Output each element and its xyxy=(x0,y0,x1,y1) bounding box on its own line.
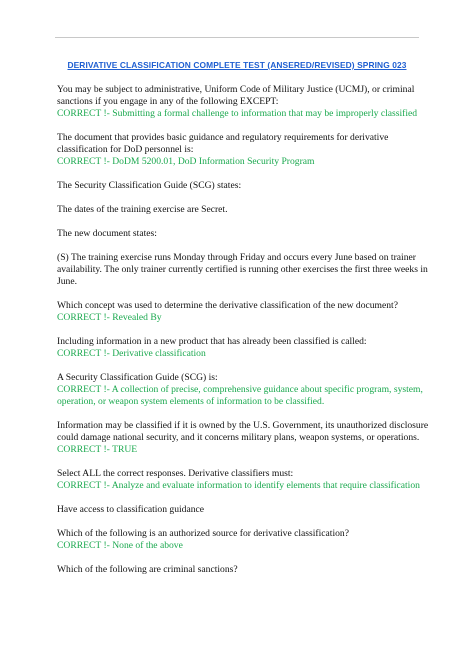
qa-item xyxy=(57,84,434,120)
question-text: The new document states: xyxy=(57,228,157,239)
question-text: The Security Classification Guide (SCG) states: xyxy=(57,180,242,191)
qa-item xyxy=(57,300,434,324)
question-text: Select ALL the correct responses. Derivative classifiers must: xyxy=(57,468,294,479)
question-text: Have access to classification guidance xyxy=(57,504,205,515)
question-text: Which of the following are criminal sanctions? xyxy=(57,564,238,575)
question-text: Which of the following is an authorized source for derivative classification? xyxy=(57,528,349,539)
document-body xyxy=(57,84,434,588)
answer-text: CORRECT !- Revealed By xyxy=(57,312,162,323)
qa-item xyxy=(57,504,434,516)
qa-item xyxy=(57,528,434,552)
question-text: Which concept was used to determine the derivative classification of the new document? xyxy=(57,300,398,311)
qa-item xyxy=(57,336,434,360)
answer-text: CORRECT !- A collection of precise, comprehensive guidance about specific program, system, operation, or weapon system elements of information to be classified. xyxy=(57,384,423,407)
question-text: Including information in a new product that has already been classified is called: xyxy=(57,336,367,347)
question-text: A Security Classification Guide (SCG) is: xyxy=(57,372,218,383)
qa-item xyxy=(57,420,434,456)
answer-text: CORRECT !- Submitting a formal challenge to information that may be improperly classified xyxy=(57,108,418,119)
question-text: (S) The training exercise runs Monday through Friday and occurs every June based on trainer availability. The only trainer currently certified is running other exercises the first three weeks in June. xyxy=(57,252,428,287)
qa-item xyxy=(57,204,434,216)
answer-text: CORRECT !- TRUE xyxy=(57,444,138,455)
question-text: The document that provides basic guidance and regulatory requirements for derivative classification for DoD personnel is: xyxy=(57,132,389,155)
qa-item xyxy=(57,468,434,492)
document-title: DERIVATIVE CLASSIFICATION COMPLETE TEST (ANSERED/REVISED) SPRING 023 xyxy=(67,60,407,70)
question-text: The dates of the training exercise are Secret. xyxy=(57,204,228,215)
qa-item xyxy=(57,228,434,240)
qa-item xyxy=(57,180,434,192)
qa-item xyxy=(57,252,434,288)
answer-text: CORRECT !- DoDM 5200.01, DoD Information Security Program xyxy=(57,156,315,167)
qa-item xyxy=(57,564,434,576)
qa-item xyxy=(57,372,434,408)
header-rule xyxy=(55,37,419,38)
question-text: Information may be classified if it is owned by the U.S. Government, its unauthorized disclosure could damage national security, and it concerns military plans, weapon systems, or operations. xyxy=(57,420,429,443)
answer-text: CORRECT !- Analyze and evaluate information to identify elements that require classification xyxy=(57,480,420,491)
answer-text: CORRECT !- Derivative classification xyxy=(57,348,206,359)
qa-item xyxy=(57,132,434,168)
question-text: You may be subject to administrative, Uniform Code of Military Justice (UCMJ), or criminal sanctions if you engage in any of the following EXCEPT: xyxy=(57,84,415,107)
answer-text: CORRECT !- None of the above xyxy=(57,540,183,551)
